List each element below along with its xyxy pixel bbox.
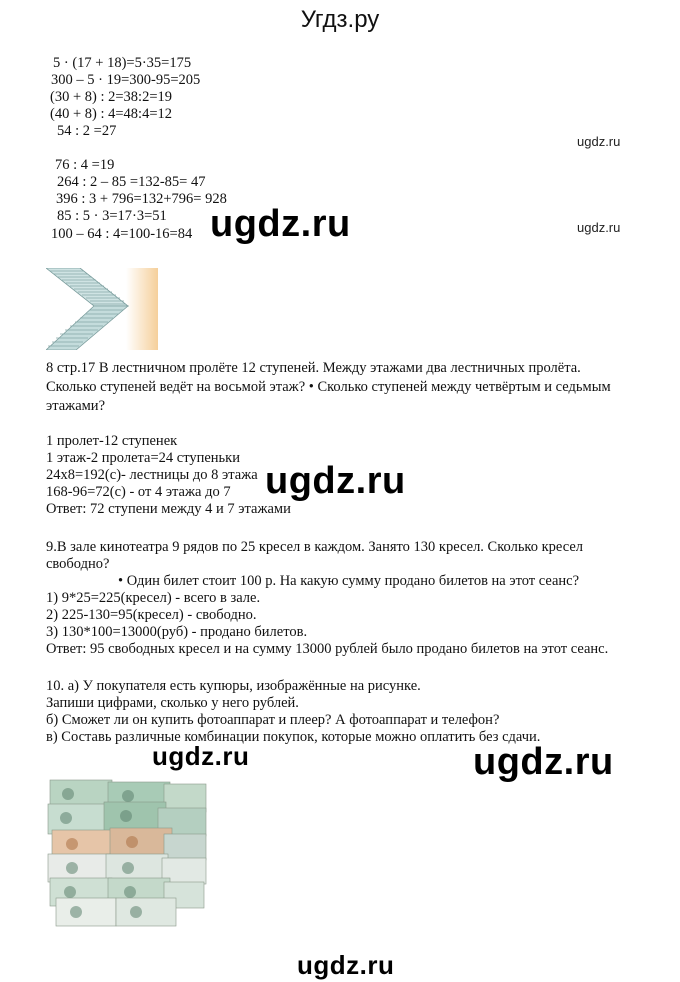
task9-solution-line: 3) 130*100=13000(руб) - продано билетов.	[46, 624, 308, 640]
task9-question-line: свободно?	[46, 556, 110, 572]
expression-line: 76 : 4 =19	[55, 157, 115, 173]
task8-question-line: Сколько ступеней ведёт на восьмой этаж? • Сколько ступеней между четвёртым и седьмым	[46, 379, 611, 395]
expression-line: 54 : 2 =27	[57, 123, 117, 139]
watermark-footer: ugdz.ru	[297, 950, 395, 980]
task8-answer-line: Ответ: 72 ступени между 4 и 7 этажами	[46, 501, 291, 517]
task9-question-line: • Один билет стоит 100 р. На какую сумму продано билетов на этот сеанс?	[118, 573, 580, 589]
page-title: Угдз.ру	[300, 6, 380, 33]
task9-solution-line: 2) 225-130=95(кресел) - свободно.	[46, 607, 257, 623]
watermark-small: ugdz.ru	[577, 220, 621, 235]
watermark-large: ugdz.ru	[265, 460, 406, 502]
expression-line: (30 + 8) : 2=38:2=19	[50, 89, 172, 105]
task9-answer-line: Ответ: 95 свободных кресел и на сумму 13000 рублей было продано билетов на этот сеанс.	[46, 641, 609, 657]
expression-line: 85 : 5 · 3=17·3=51	[57, 208, 167, 224]
task10-line: 10. а) У покупателя есть купюры, изображённые на рисунке.	[46, 678, 421, 694]
task8-solution-line: 1 пролет-12 ступенек	[46, 433, 178, 449]
task9-question-line: 9.В зале кинотеатра 9 рядов по 25 кресел в каждом. Занято 130 кресел. Сколько кресел	[46, 539, 583, 555]
watermark-small: ugdz.ru	[577, 134, 621, 149]
expression-line: 300 – 5 · 19=300-95=205	[51, 72, 201, 88]
task8-solution-line: 24х8=192(с)- лестницы до 8 этажа	[46, 467, 258, 483]
expression-line: 100 – 64 : 4=100-16=84	[51, 226, 193, 242]
task8-question-line: 8 стр.17 В лестничном пролёте 12 ступеней. Между этажами два лестничных пролёта.	[46, 360, 581, 376]
task10-line: б) Сможет ли он купить фотоаппарат и плеер? А фотоаппарат и телефон?	[46, 712, 500, 728]
banknotes-illustration	[46, 778, 208, 928]
staircase-illustration	[46, 268, 158, 350]
expression-line: 5 · (17 + 18)=5·35=175	[53, 55, 192, 71]
task8-solution-line: 1 этаж-2 пролета=24 ступеньки	[46, 450, 240, 466]
task8-question-line: этажами?	[46, 398, 105, 414]
task9-solution-line: 1) 9*25=225(кресел) - всего в зале.	[46, 590, 261, 606]
watermark-large: ugdz.ru	[210, 203, 351, 245]
task10-line: Запиши цифрами, сколько у него рублей.	[46, 695, 299, 711]
expression-line: 396 : 3 + 796=132+796= 928	[56, 191, 227, 207]
watermark-large: ugdz.ru	[473, 741, 614, 783]
expression-line: (40 + 8) : 4=48:4=12	[50, 106, 172, 122]
watermark-large: ugdz.ru	[152, 741, 250, 771]
task10-line: в) Составь различные комбинации покупок, которые можно оплатить без сдачи.	[46, 729, 541, 745]
task8-solution-line: 168-96=72(с) - от 4 этажа до 7	[46, 484, 231, 500]
expression-line: 264 : 2 – 85 =132-85= 47	[57, 174, 206, 190]
